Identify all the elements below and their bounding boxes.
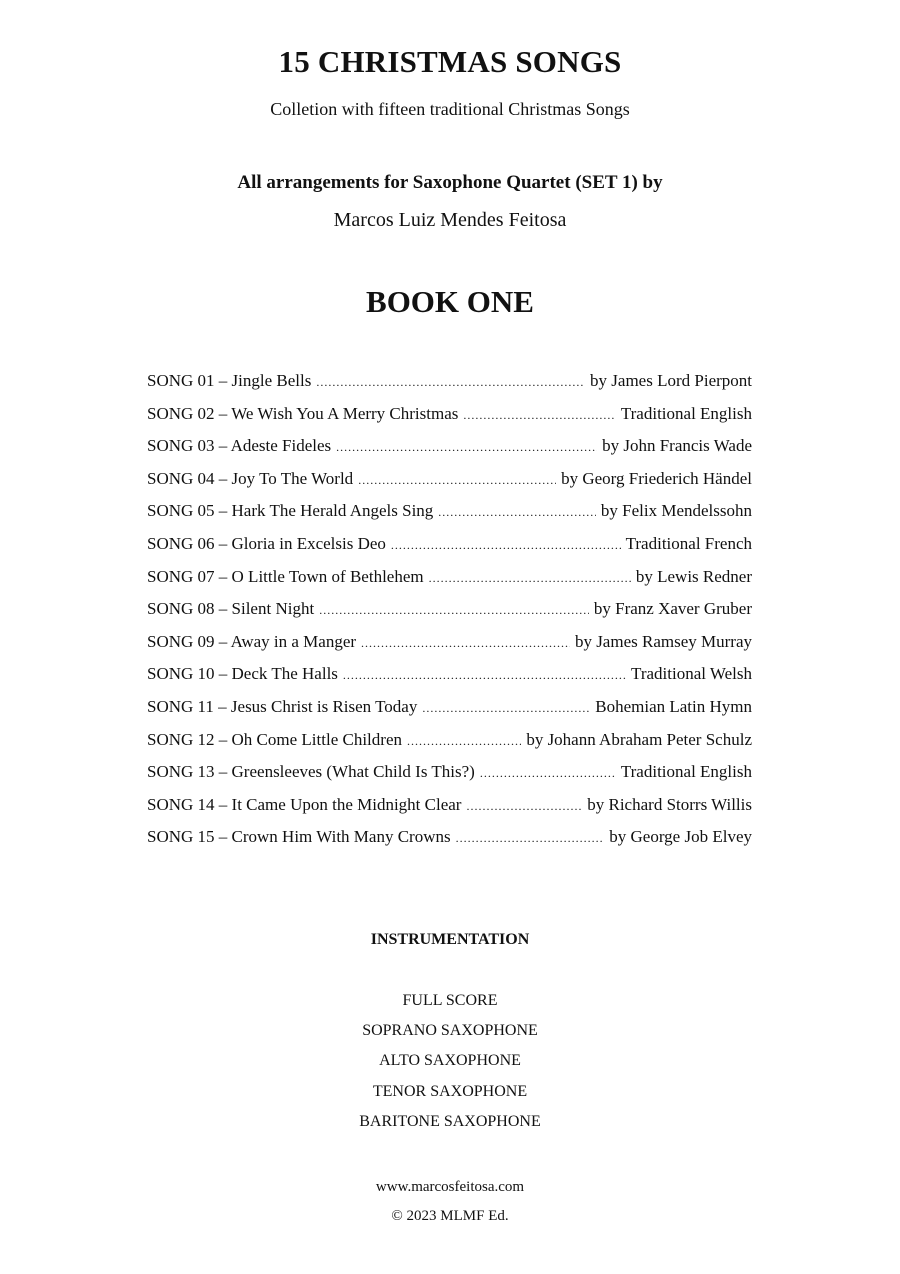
- dot-leader: [480, 762, 616, 784]
- song-author: by Felix Mendelssohn: [600, 501, 752, 521]
- song-title: SONG 07 – O Little Town of Bethlehem: [147, 566, 424, 586]
- song-title: SONG 05 – Hark The Herald Angels Sing: [147, 501, 434, 521]
- instrumentation-heading: INSTRUMENTATION: [370, 931, 530, 948]
- instrument-item: TENOR SAXOPHONE: [372, 1082, 528, 1100]
- song-title: SONG 12 – Oh Come Little Children: [147, 729, 402, 749]
- instrument-item: SOPRANO SAXOPHONE: [362, 1022, 538, 1040]
- song-author: by Georg Friederich Händel: [561, 468, 752, 488]
- toc-entry: [147, 403, 752, 436]
- page-title: 15 CHRISTMAS SONGS: [278, 44, 622, 79]
- dot-leader: [456, 827, 605, 849]
- song-title: SONG 01 – Jingle Bells: [147, 371, 312, 390]
- song-author: by James Ramsey Murray: [574, 631, 752, 651]
- song-title: SONG 13 – Greensleeves (What Child Is This?): [147, 762, 475, 782]
- song-author: Traditional French: [625, 533, 752, 553]
- song-author: Traditional English: [620, 403, 752, 423]
- song-title: SONG 08 – Silent Night: [147, 599, 315, 619]
- song-author: by James Lord Pierpont: [590, 371, 752, 390]
- song-author: by George Job Elvey: [609, 827, 752, 847]
- toc-entry: [147, 696, 752, 729]
- toc-entry: [147, 761, 752, 794]
- song-author: by Richard Storrs Willis: [587, 794, 752, 814]
- song-title: SONG 03 – Adeste Fideles: [147, 436, 332, 456]
- toc-entry: [147, 566, 752, 599]
- dot-leader: [316, 371, 585, 393]
- toc-entry: [147, 794, 752, 827]
- toc-entry: [147, 370, 752, 403]
- song-title: SONG 10 – Deck The Halls: [147, 664, 338, 684]
- song-author: by Franz Xaver Gruber: [593, 599, 752, 619]
- dot-leader: [358, 469, 556, 491]
- dot-leader: [361, 632, 570, 654]
- instrument-item: ALTO SAXOPHONE: [379, 1052, 521, 1070]
- dot-leader: [319, 599, 589, 621]
- toc-entry: [147, 468, 752, 501]
- toc-entry: [147, 663, 752, 696]
- song-title: SONG 04 – Joy To The World: [147, 468, 354, 488]
- dot-leader: [422, 697, 590, 719]
- toc-entry: [147, 598, 752, 631]
- song-author: by Lewis Redner: [635, 566, 752, 586]
- toc-entry: [147, 729, 752, 762]
- dot-leader: [391, 534, 621, 556]
- song-title: SONG 15 – Crown Him With Many Crowns: [147, 827, 451, 847]
- dot-leader: [336, 436, 597, 458]
- toc-entry: [147, 533, 752, 566]
- instrument-item: BARITONE SAXOPHONE: [359, 1112, 541, 1130]
- toc-entry: [147, 435, 752, 468]
- copyright-notice: © 2023 MLMF Ed.: [391, 1208, 509, 1224]
- song-title: SONG 02 – We Wish You A Merry Christmas: [147, 403, 459, 423]
- table-of-contents: [147, 370, 752, 859]
- toc-entry: [147, 826, 752, 859]
- toc-entry: [147, 500, 752, 533]
- song-title: SONG 06 – Gloria in Excelsis Deo: [147, 533, 386, 553]
- dot-leader: [407, 730, 521, 752]
- song-author: Traditional English: [620, 762, 752, 782]
- song-author: Traditional Welsh: [631, 664, 752, 684]
- song-title: SONG 11 – Jesus Christ is Risen Today: [147, 696, 418, 716]
- song-author: by Johann Abraham Peter Schulz: [526, 729, 752, 749]
- dot-leader: [466, 795, 582, 817]
- toc-entry: [147, 631, 752, 664]
- song-title: SONG 14 – It Came Upon the Midnight Clear: [147, 794, 462, 814]
- dot-leader: [343, 664, 626, 686]
- page-subtitle: Colletion with fifteen traditional Christmas Songs: [270, 99, 630, 119]
- song-author: by John Francis Wade: [602, 436, 752, 456]
- instrumentation-list: [0, 990, 900, 1141]
- dot-leader: [429, 567, 631, 589]
- dot-leader: [463, 404, 615, 426]
- dot-leader: [438, 501, 596, 523]
- book-heading: BOOK ONE: [366, 284, 534, 319]
- website-url: www.marcosfeitosa.com: [375, 1179, 525, 1195]
- arranger-name: Marcos Luiz Mendes Feitosa: [333, 209, 567, 231]
- song-author: Bohemian Latin Hymn: [595, 696, 752, 716]
- instrument-item: FULL SCORE: [402, 992, 498, 1009]
- arrangement-line: All arrangements for Saxophone Quartet (SET 1) by: [237, 172, 663, 193]
- song-title: SONG 09 – Away in a Manger: [147, 631, 357, 651]
